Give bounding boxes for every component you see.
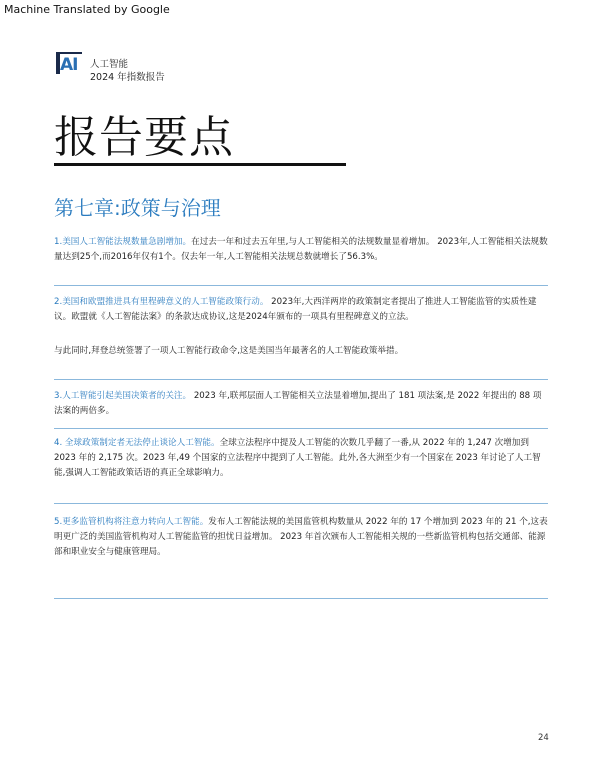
item-body: 2023 年,联邦层面人工智能相关立法显着增加,提出了 181 项法案,是 2022 年提出的 88 项法案的两倍多。 (54, 391, 542, 416)
item-body: 在过去一年和过去五年里,与人工智能相关的法规数量显着增加。 2023年,人工智能相关法规数量达到25个,而2016年仅有1个。仅去年一年,人工智能相关法规总数就增长了56.3%。 (54, 237, 548, 262)
report-year: 2024 年指数报告 (90, 72, 165, 83)
divider (54, 379, 548, 380)
divider (54, 285, 548, 286)
item-highlight: 3.人工智能引起美国决策者的关注。 (54, 391, 192, 401)
item-body: 2023年,大西洋两岸的政策制定者提出了推进人工智能监管的实质性建议。欧盟就《人工智能法案》的条款达成协议,这是2024年颁布的一项具有里程碑意义的立法。 (54, 297, 537, 322)
highlight-item-3 (54, 389, 548, 419)
report-name: 人工智能 (90, 59, 129, 70)
item-highlight: 1.美国人工智能法规数量急剧增加。 (54, 237, 192, 247)
divider (54, 428, 548, 429)
item-highlight: 5.更多监管机构将注意力转向人工智能。 (54, 517, 209, 527)
item-highlight: 4. 全球政策制定者无法停止谈论人工智能。 (54, 438, 220, 448)
divider (54, 503, 548, 504)
machine-translation-banner: Machine Translated by Google (4, 3, 170, 16)
item-highlight: 2.美国和欧盟推进具有里程碑意义的人工智能政策行动。 (54, 297, 269, 307)
highlight-item-2 (54, 295, 548, 325)
ai-index-logo-icon (56, 52, 84, 76)
highlight-item-4 (54, 436, 548, 481)
chapter-heading: 第七章:政策与治理 (54, 196, 221, 220)
divider (54, 598, 548, 599)
item-body: 发布人工智能法规的美国监管机构数量从 2022 年的 17 个增加到 2023 年的 21 个,这表明更广泛的美国监管机构对人工智能监管的担忧日益增加。 2023 年首次颁布人工智能相关规的一些新监管机构包括交通部、能源部和职业安全与健康管理局。 (54, 517, 548, 557)
item-body: 全球立法程序中提及人工智能的次数几乎翻了一番,从 2022 年的 1,247 次增加到 2023 年的 2,175 次。2023 年,49 个国家的立法程序中提到了人工智能。此外,各大洲至少有一个国家在 2023 年讨论了人工智能,强调人工智能政策话语的真正全球影响力。 (54, 438, 541, 478)
highlight-item-2-extra: 与此同时,拜登总统签署了一项人工智能行政命令,这是美国当年最著名的人工智能政策举措。 (54, 346, 404, 356)
page-number: 24 (538, 733, 549, 743)
page-title: 报告要点 (54, 112, 234, 163)
highlight-item-5 (54, 515, 548, 560)
highlight-item-1 (54, 235, 548, 265)
logo-text: AI (60, 55, 78, 75)
title-underline (54, 163, 346, 166)
